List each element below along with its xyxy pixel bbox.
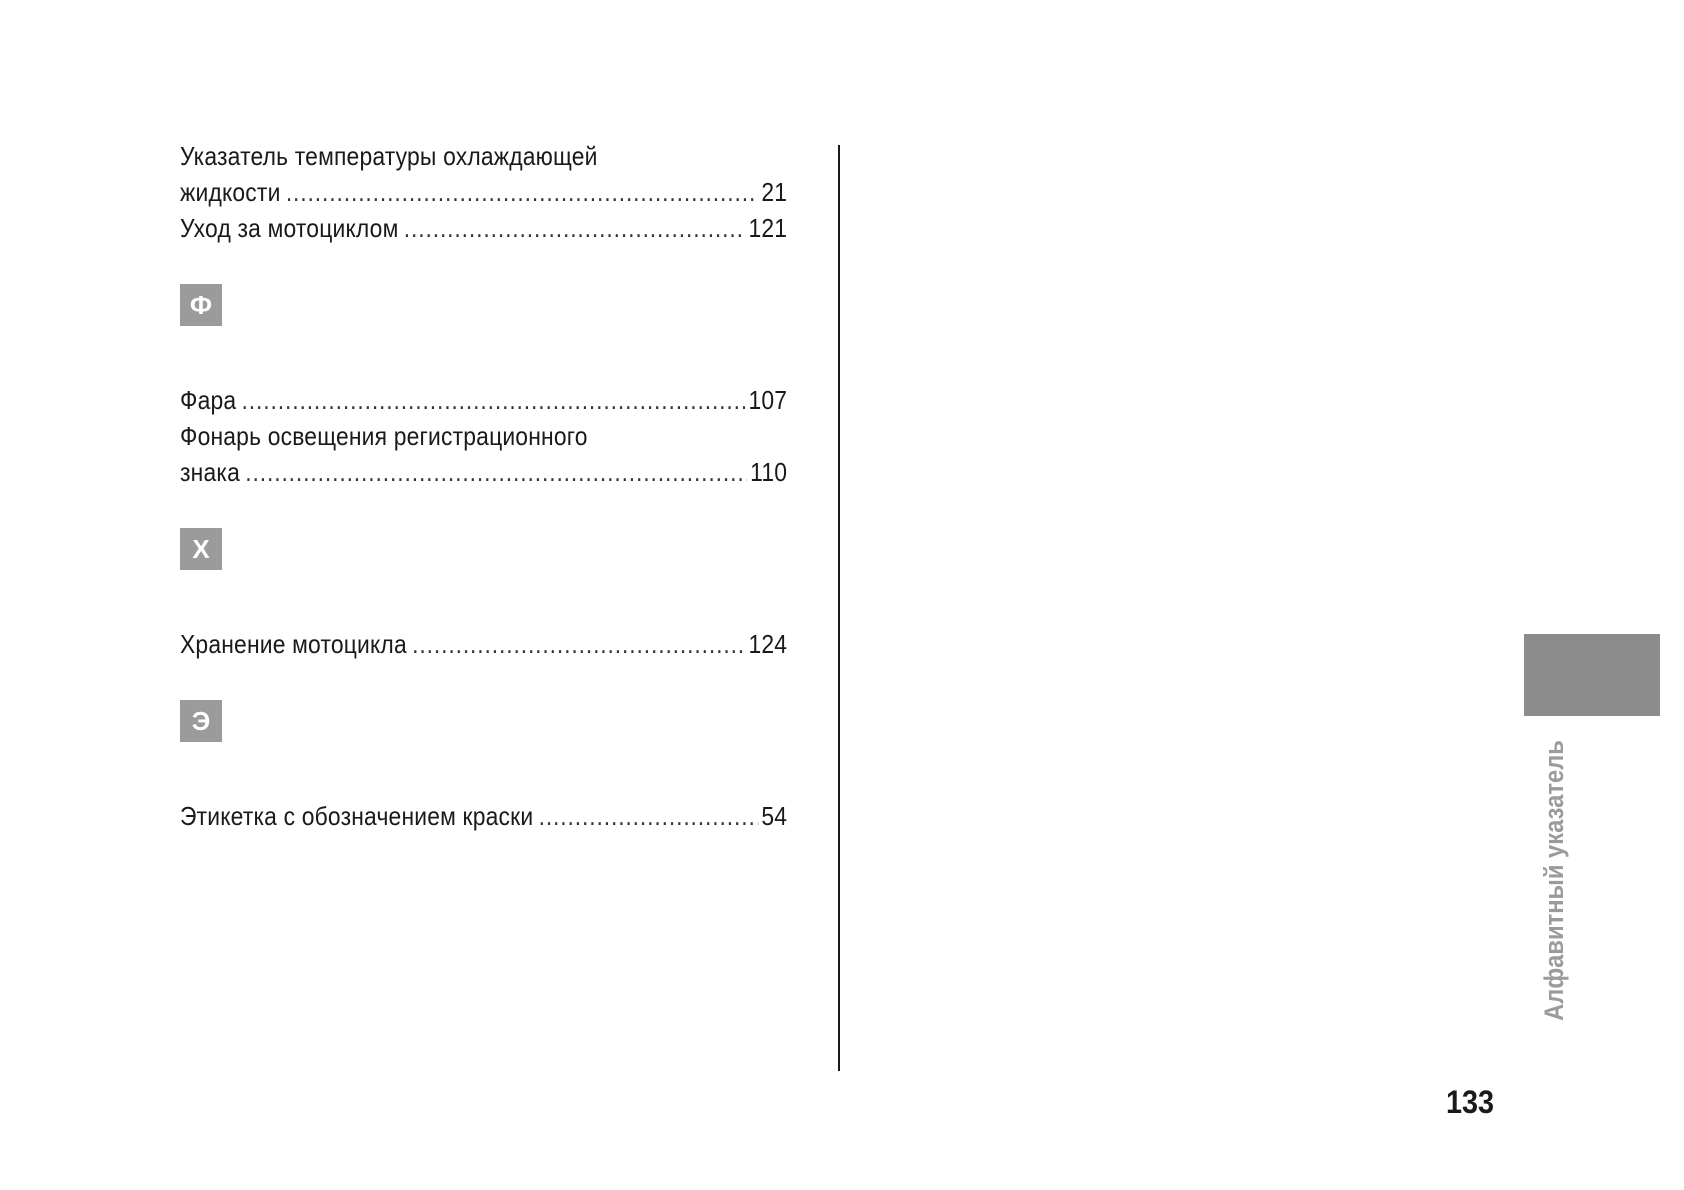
index-entry: [180, 418, 787, 490]
entry-line: [180, 174, 787, 210]
dot-leader: [404, 210, 745, 246]
page-number: 133: [1446, 1084, 1495, 1120]
page-ref: 21: [761, 177, 788, 207]
letter-heading-e: Э: [180, 700, 222, 742]
dot-leader: [412, 626, 745, 662]
entry-text: знака: [180, 457, 240, 487]
section-tab: [1524, 634, 1660, 716]
page-ref: 107: [748, 385, 788, 415]
entry-text: Хранение мотоцикла: [180, 629, 407, 659]
index-entry: [180, 210, 787, 246]
column-divider: [838, 145, 840, 1071]
page-ref: 121: [748, 213, 788, 243]
letter-heading-f: Ф: [180, 284, 222, 326]
entry-line: [180, 798, 787, 834]
entry-text: Фара: [180, 385, 237, 415]
entry-line: [180, 454, 787, 490]
index-entry: [180, 626, 787, 662]
entry-text: Этикетка с обозначением краски: [180, 801, 534, 831]
page-ref: 124: [748, 629, 788, 659]
index-entry: [180, 798, 787, 834]
entry-line: [180, 626, 787, 662]
index-entry: [180, 382, 787, 418]
entry-text: Фонарь освещения регистрационного: [180, 421, 588, 451]
dot-leader: [245, 454, 746, 490]
dot-leader: [242, 382, 745, 418]
entry-text: Уход за мотоциклом: [180, 213, 399, 243]
entry-text: жидкости: [180, 177, 281, 207]
section-label: [1538, 740, 1572, 1020]
entry-line: [180, 382, 787, 418]
page-ref: 54: [761, 801, 788, 831]
letter-heading-kh: Х: [180, 528, 222, 570]
section-label-text: Алфавитный указатель: [1539, 739, 1570, 1021]
page-ref: 110: [750, 457, 788, 487]
dot-leader: [539, 798, 758, 834]
dot-leader: [286, 174, 758, 210]
entry-text: Указатель температуры охлаждающей: [180, 141, 598, 171]
index-entry: [180, 138, 787, 210]
entry-line: [180, 210, 787, 246]
index-column: [180, 138, 788, 834]
